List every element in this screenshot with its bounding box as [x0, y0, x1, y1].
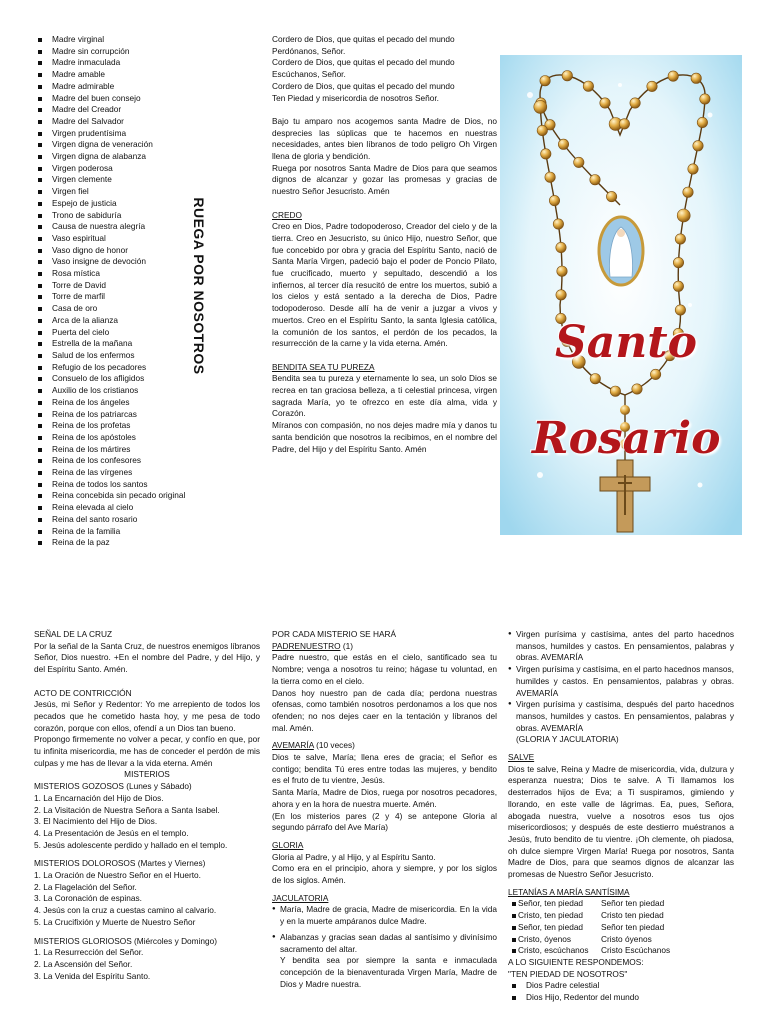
jaculatoria-title: JACULATORIA	[272, 892, 329, 903]
rosary-bead	[574, 157, 584, 167]
mystery-item: 1. La Oración de Nuestro Señor en el Huerto.	[34, 870, 201, 881]
misterios-title: MISTERIOS	[124, 769, 170, 780]
litany-item: Reina de los patriarcas	[34, 409, 194, 421]
litany-column	[34, 34, 194, 549]
mystery-item: 1. La Resurrección del Señor.	[34, 947, 144, 958]
litany-item: Madre sin corrupción	[34, 46, 194, 58]
letania-response: Señor ten piedad	[601, 921, 665, 932]
rosary-bead	[606, 191, 616, 201]
mystery-item: 1. La Encarnación del Hijo de Dios.	[34, 792, 164, 803]
litany-item: Reina concebida sin pecado original	[34, 490, 194, 502]
bullet-icon	[512, 949, 516, 953]
bottom-right-column	[508, 629, 734, 1004]
litany-item: Estrella de la mañana	[34, 338, 194, 350]
rosary-bead	[610, 386, 620, 396]
mystery-item: 2. La Ascensión del Señor.	[34, 958, 133, 969]
rosary-bead	[700, 94, 710, 104]
respond-list	[508, 980, 734, 1003]
agnus-line: Ten Piedad y misericordia de nosotros Señor.	[272, 92, 439, 103]
jaculatoria-text-3: Y bendita sea por siempre la santa e inmaculada concepción de la bienaventurada Virgen María, Madre de Dios y Madre nuestra.	[280, 955, 497, 989]
letania-row	[518, 945, 734, 957]
bendita-text-2: Míranos con compasión, no nos dejes madre mía y danos tu santa bendición que nosotros la recibimos, en el nombre del Padre, del Hijo y del Espíritu Santo. Amén	[272, 420, 497, 454]
litany-item: Reina de las vírgenes	[34, 467, 194, 479]
gloria-title: GLORIA	[272, 839, 304, 850]
litany-item: Madre del Salvador	[34, 116, 194, 128]
ruega-por-nosotros-prayer: Ruega por nosotros Santa Madre de Dios para que seamos dignos de alcanzar y gozar las promesas y gracias de nuestro Señor Jesucristo. Amén	[272, 162, 497, 197]
bullet-icon	[512, 902, 516, 906]
litany-item: Reina de los confesores	[34, 455, 194, 467]
litany-item: Virgen prudentísima	[34, 128, 194, 140]
litany-item: Refugio de los pecadores	[34, 362, 194, 374]
respond-item: Dios Hijo, Redentor del mundo	[508, 992, 734, 1004]
rosary-bead	[549, 195, 559, 205]
rosary-bead	[558, 139, 568, 149]
rosary-bead	[590, 374, 600, 384]
litany-item: Reina de la paz	[34, 537, 194, 549]
avemaria-note: (En los misterios pares (2 y 4) se antepone Gloria al segundo párrafo del Ave María)	[272, 810, 497, 833]
padrenuestro-text-2: Danos hoy nuestro pan de cada día; perdona nuestras ofensas, como también nosotros perdonamos a los que nos ofenden; no nos dejes caer en la tentación y líbranos del mal. Amén.	[272, 687, 497, 733]
rosary-bead	[675, 305, 685, 315]
letania-call: Señor, ten piedad	[518, 898, 584, 909]
litany-item: Reina de los ángeles	[34, 397, 194, 409]
respond-title: A LO SIGUIENTE RESPONDEMOS:	[508, 956, 644, 967]
virgen-purisima-item: ● Virgen purísima y castísima, antes del parto hacednos mansos, humildes y castos. En pensamientos, palabras y obras. AVEMARÍA	[508, 629, 734, 664]
letania-call: Cristo, óyenos	[518, 933, 572, 944]
agnus-dei	[272, 34, 497, 104]
rosary-bead	[691, 73, 701, 83]
padrenuestro-count: (1)	[340, 640, 353, 651]
litany-item: Virgen digna de veneración	[34, 139, 194, 151]
rosary-bead	[600, 98, 610, 108]
bullet-icon	[512, 926, 516, 930]
rosary-bead	[545, 172, 555, 182]
litany-item: Espejo de justicia	[34, 198, 194, 210]
respond-item: Dios Padre celestial	[508, 980, 734, 992]
cover-title-santo: Santo	[555, 317, 697, 368]
dolorosos-list	[34, 870, 260, 929]
litany-item: Virgen digna de alabanza	[34, 151, 194, 163]
gloriosos-title: MISTERIOS GLORIOSOS (Miércoles y Domingo)	[34, 935, 218, 946]
credo-text: Creo en Dios, Padre todopoderoso, Creador del cielo y de la tierra. Creo en Jesucristo, su único Hijo, nuestro Señor, que fue concebido por obra y gracia del Espíritu Santo, nació de Santa María Virgen, padeció bajo el poder de Poncio Pilato, fue crucificado, muerto y sepultado, descendió a los infiernos, al tercer día resucitó de entre los muertos, subió a los cielos y está sentado a la derecha de Dios, Padre todopoderoso. Desde allí ha de venir a juzgar a vivos y muertos. Creo en el Espíritu Santo, la santa Iglesia católica, la comunión de los santos, el perdón de los pecados, la resurrección de la carne y la vida eterna. Amén.	[272, 221, 497, 349]
bottom-left-column	[34, 629, 260, 982]
litany-item: Vaso insigne de devoción	[34, 256, 194, 268]
dolorosos-title: MISTERIOS DOLOROSOS (Martes y Viernes)	[34, 858, 206, 869]
litany-item: Puerta del cielo	[34, 327, 194, 339]
rosary-bead	[673, 281, 683, 291]
salve-title: SALVE	[508, 752, 535, 763]
gozosos-title: MISTERIOS GOZOSOS (Lunes y Sábado)	[34, 781, 192, 792]
agnus-line: Escúchanos, Señor.	[272, 69, 346, 80]
litany-item: Torre de marfil	[34, 291, 194, 303]
avemaria-count: (10 veces)	[313, 740, 355, 751]
letania-row	[518, 922, 734, 934]
litany-list	[34, 34, 194, 549]
bottom-middle-column	[272, 629, 497, 990]
virgen-purisima-item: ● Virgen purísima y castísima, después del parto hacednos mansos, humildes y castos. En pensamientos, palabras y obras. AVEMARÍA	[508, 699, 734, 734]
jaculatoria-item: ● Alabanzas y gracias sean dadas al santísimo y divinísimo sacramento del altar.	[272, 932, 497, 955]
mystery-item: 5. Jesús adolescente perdido y hallado en el templo.	[34, 839, 228, 850]
rosary-bead	[647, 81, 657, 91]
rosary-bead	[540, 76, 550, 86]
mystery-item: 3. El Nacimiento del Hijo de Dios.	[34, 816, 158, 827]
rosary-bead	[683, 187, 693, 197]
litany-item: Virgen fiel	[34, 186, 194, 198]
letania-row	[518, 898, 734, 910]
litany-item: Causa de nuestra alegría	[34, 221, 194, 233]
padrenuestro-heading	[272, 641, 497, 653]
rosary-bead	[677, 209, 690, 222]
letania-call: Cristo, escúchanos	[518, 945, 589, 956]
rosary-bead	[630, 98, 640, 108]
litany-item: Reina de los mártires	[34, 444, 194, 456]
rosary-bead	[650, 369, 660, 379]
avemaria-text-2: Santa María, Madre de Dios, ruega por nosotros pecadores, ahora y en la hora de nuestra muerte. Amén.	[272, 787, 497, 809]
senal-title: SEÑAL DE LA CRUZ	[34, 629, 113, 639]
avemaria-heading	[272, 740, 497, 752]
agnus-line: Cordero de Dios, que quitas el pecado del mundo	[272, 57, 455, 68]
bajo-tu-amparo: Bajo tu amparo nos acogemos santa Madre de Dios, no desprecies las súplicas que te hacemos en nuestras necesidades, antes bien líbranos de todo peligro Oh Virgen llena de gloria y bendición.	[272, 115, 497, 162]
bendita-text-1: Bendita sea tu pureza y eternamente lo sea, un solo Dios se recrea en tan graciosa belleza, a ti celestial princesa, virgen sagrada María, yo te ofrezco en este día alma, vida y Corazón.	[272, 373, 497, 419]
litany-item: Trono de sabiduría	[34, 210, 194, 222]
jaculatoria-list	[272, 904, 497, 955]
litany-item: Vaso digno de honor	[34, 245, 194, 257]
salve-text: Dios te salve, Reina y Madre de misericordia, vida, dulzura y esperanza nuestra; Dios te salve. A Ti llamamos los desterrados hijos de Eva; a Ti suspiramos, gimiendo y llorando, en este valle de lágrimas. Ea, pues, Señora, abogada nuestra, vuelve a nosotros esos tus ojos misericordiosos; y después de este destierro muéstranos a Jesús, fruto bendito de tu vientre. ¡Oh clemente, oh piadosa, oh dulce siempre Virgen María! Ruega por nosotros, Santa Madre de Dios, para que seamos dignos de alcanzar las promesas de Nuestro Señor Jesucristo.	[508, 763, 734, 880]
letania-response: Cristo óyenos	[601, 933, 652, 944]
padrenuestro-text-1: Padre nuestro, que estás en el cielo, santificado sea tu Nombre; venga a nosotros tu reino; hágase tu voluntad, en la tierra como en el cielo.	[272, 652, 497, 686]
rosary-bead	[697, 117, 707, 127]
rosary-bead	[668, 71, 678, 81]
letania-response: Cristo ten piedad	[601, 910, 664, 921]
avemaria-text-1: Dios te salve, María; llena eres de gracia; el Señor es contigo; bendita Tú eres entre todas las mujeres, y bendito es el fruto de tu vientre, Jesús.	[272, 752, 497, 786]
litany-item: Rosa mística	[34, 268, 194, 280]
mystery-item: 2. La Visitación de Nuestra Señora a Santa Isabel.	[34, 804, 220, 815]
litany-item: Torre de David	[34, 280, 194, 292]
bullet-icon	[512, 938, 516, 942]
cover-image	[500, 55, 742, 535]
rosary-bead	[693, 141, 703, 151]
acto-title: ACTO DE CONTRICCIÓN	[34, 687, 132, 698]
mystery-item: 3. La Venida del Espíritu Santo.	[34, 970, 151, 981]
rosary-bead	[632, 384, 642, 394]
mystery-item: 3. La Coronación de espinas.	[34, 893, 142, 904]
agnus-line: Perdónanos, Señor.	[272, 45, 346, 56]
rosary-bead	[590, 175, 600, 185]
cover-title-rosario: Rosario	[532, 413, 721, 464]
litany-item: Madre virginal	[34, 34, 194, 46]
rosary-bead	[673, 257, 683, 267]
rosary-bead	[537, 125, 547, 135]
agnus-line: Cordero de Dios, que quitas el pecado del mundo	[272, 80, 455, 91]
rosary-bead	[675, 234, 685, 244]
letanias-list	[508, 898, 734, 957]
litany-item: Vaso espiritual	[34, 233, 194, 245]
rosary-bead	[562, 71, 572, 81]
litany-refrain	[187, 196, 211, 376]
senal-text: Por la señal de la Santa Cruz, de nuestros enemigos líbranos Señor, Dios nuestro. +En el nombre del Padre, y del Hijo, y del Espíritu Santo. Amén.	[34, 640, 260, 675]
rosary-bead	[553, 219, 563, 229]
padrenuestro-title: PADRENUESTRO	[272, 640, 341, 651]
mystery-item: 5. La Crucifixión y Muerte de Nuestro Señor	[34, 916, 196, 927]
letania-row	[518, 910, 734, 922]
rosary-bead	[541, 149, 551, 159]
litany-item: Madre admirable	[34, 81, 194, 93]
acto-text-2: Propongo firmemente no volver a pecar, y confío en que, por tu infinita misericordia, me has de conceder el perdón de mis culpas y me has de llevar a la vida eterna. Amén	[34, 734, 260, 768]
jaculatoria-item: ● María, Madre de gracia, Madre de misericordia. En la vida y en la muerte ampáranos dulce Madre.	[272, 904, 497, 927]
gloria-text-2: Como era en el principio, ahora y siempre, y por los siglos de los siglos. Amén.	[272, 863, 497, 886]
litany-item: Reina de los profetas	[34, 420, 194, 432]
letania-response: Cristo Escúchanos	[601, 945, 671, 956]
bendita-title: BENDITA SEA TU PUREZA	[272, 361, 375, 372]
litany-item: Madre inmaculada	[34, 57, 194, 69]
virgen-purisima-item: ● Virgen purísima y castísima, en el parto hacednos mansos, humildes y castos. En pensamientos, palabras y obras. AVEMARÍA	[508, 664, 734, 699]
litany-item: Reina del santo rosario	[34, 514, 194, 526]
letania-response: Señor ten piedad	[601, 898, 665, 909]
virgin-medal	[599, 217, 643, 285]
rosary-bead	[534, 100, 547, 113]
refrain-text: RUEGA POR NOSOTROS	[191, 197, 207, 375]
bullet-icon	[512, 914, 516, 918]
top-middle-column	[272, 34, 497, 455]
litany-item: Reina de los apóstoles	[34, 432, 194, 444]
respond-quote: "TEN PIEDAD DE NOSOTROS"	[508, 968, 628, 979]
rosary-bead	[688, 164, 698, 174]
litany-item: Salud de los enfermos	[34, 350, 194, 362]
litany-item: Madre del Creador	[34, 104, 194, 116]
litany-item: Virgen clemente	[34, 174, 194, 186]
litany-item: Auxilio de los cristianos	[34, 385, 194, 397]
litany-item: Madre del buen consejo	[34, 93, 194, 105]
virgen-purisima-list	[508, 629, 734, 734]
mystery-item: 4. Jesús con la cruz a cuestas camino al calvario.	[34, 905, 217, 916]
rosary-bead	[557, 266, 567, 276]
letania-row	[518, 934, 734, 946]
virgen-note: (GLORIA Y JACULATORIA)	[516, 734, 619, 745]
litany-item: Casa de oro	[34, 303, 194, 315]
letania-call: Cristo, ten piedad	[518, 910, 584, 921]
mystery-item: 2. La Flagelación del Señor.	[34, 881, 137, 892]
rosary-bead	[583, 81, 593, 91]
agnus-line: Cordero de Dios, que quitas el pecado del mundo	[272, 34, 455, 44]
gloriosos-list	[34, 947, 260, 982]
rosary-bead	[619, 119, 629, 129]
litany-item: Reina elevada al cielo	[34, 502, 194, 514]
acto-text-1: Jesús, mi Señor y Redentor: Yo me arrepiento de todos los pecados que he cometido hasta hoy, y me pesa de todo corazón, porque con ellos, ofendí a un Dios tan bueno.	[34, 699, 260, 733]
litany-item: Madre amable	[34, 69, 194, 81]
rosary-bead	[556, 242, 566, 252]
mystery-item: 4. La Presentación de Jesús en el templo.	[34, 827, 189, 838]
litany-item: Reina de la familia	[34, 526, 194, 538]
litany-item: Arca de la alianza	[34, 315, 194, 327]
gloria-text-1: Gloria al Padre, y al Hijo, y al Espíritu Santo.	[272, 851, 436, 862]
gozosos-list	[34, 793, 260, 852]
litany-item: Virgen poderosa	[34, 163, 194, 175]
letanias-title: LETANÍAS A MARÍA SANTÍSIMA	[508, 886, 630, 897]
litany-item: Reina de todos los santos	[34, 479, 194, 491]
litany-item: Consuelo de los afligidos	[34, 373, 194, 385]
credo-title: CREDO	[272, 209, 302, 220]
letania-call: Señor, ten piedad	[518, 921, 584, 932]
por-cada-misterio: POR CADA MISTERIO SE HARÁ	[272, 629, 397, 639]
rosary-bead	[556, 290, 566, 300]
avemaria-title: AVEMARÍA	[272, 740, 314, 751]
